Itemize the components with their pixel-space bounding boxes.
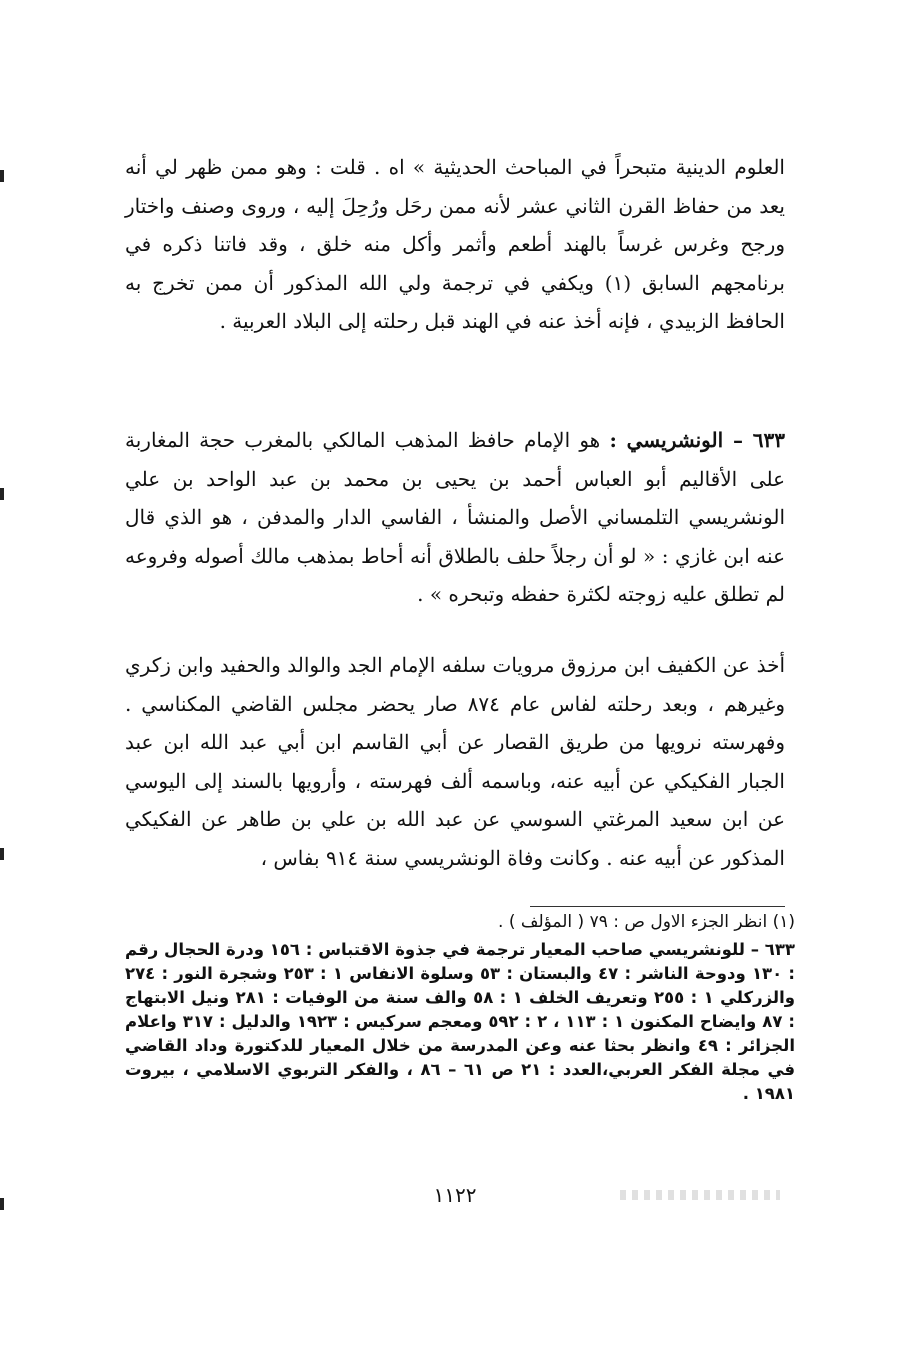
scan-margin-mark: [0, 170, 4, 182]
footnote-entry-633: ٦٣٣ – للونشريسي صاحب المعيار ترجمة في جذوة الاقتباس : ١٥٦ ودرة الحجال رقم : ١٣٠ ودوحة الناشر : ٤٧ والبستان : ٥٣ وسلوة الانفاس ١ : ٢٥٣ وشجرة النور : ٢٧٤ والزركلي ١ : ٢٥٥ وتعريف الخلف ١ : ٥٨ والف سنة من الوفيات : ٢٨١ ونيل الابتهاج : ٨٧ وايضاح المكنون ١ : ١١٣ ، ٢ : ٥٩٢ ومعجم سركيس : ١٩٢٣ والدليل : ٣١٧ واعلام الجزائر : ٤٩ وانظر بحثا عنه وعن المدرسة من خلال المعيار للدكتورة وداد القاضي في مجلة الفكر العربي،العدد : ٢١ ص ٦١ – ٨٦ ، والفكر التربوي الاسلامي ، بيروت ١٩٨١ .: [125, 940, 796, 1103]
entry-heading: ٦٣٣ – الونشريسي :: [609, 428, 785, 452]
paragraph-text: أخذ عن الكفيف ابن مرزوق مرويات سلفه الإمام الجد والوالد والحفيد وابن زكري وغيرهم ، وبعد رحلته لفاس عام ٨٧٤ صار يحضر مجلس القاضي المكناسي . وفهرسته نرويها من طريق القصار عن أبي القاسم ابن أبي عبد الله ابن عبد الجبار الفكيكي عن أبيه عنه، وباسمه ألف فهرسته ، وأرويها بالسند إلى اليوسي عن ابن سعيد المرغتي السوسي عن عبد الله بن علي بن طاهر عن الفكيكي المذكور عن أبيه عنه . وكانت وفاة الونشريسي سنة ٩١٤ بفاس ،: [125, 653, 785, 870]
paragraph-text: العلوم الدينية متبحراً في المباحث الحديثية » اه . قلت : وهو ممن ظهر لي أنه يعد من حفاظ القرن الثاني عشر لأنه ممن رحَل ورُحِلَ إليه ، وروى وصنف واختار ورجح وغرس غرساً بالهند أطعم وأثمر وأكل منه خلق ، وقد فاتنا ذكره في برنامجهم السابق (١) ويكفي في ترجمة ولي الله المذكور أن ممن تخرج به الحافظ الزبيدي ، فإنه أخذ عنه في الهند قبل رحلته إلى البلاد العربية .: [125, 155, 786, 333]
scan-margin-mark: [0, 1198, 4, 1210]
scan-margin-mark: [0, 488, 4, 500]
entry-text: [125, 421, 785, 614]
scan-margin-mark: [0, 848, 4, 860]
scan-smudge: [620, 1190, 780, 1200]
paragraph-body: [125, 646, 785, 877]
footnote-divider: [530, 906, 785, 907]
footnote-1: (١) انظر الجزء الاول ص : ٧٩ ( المؤلف ) .: [498, 912, 795, 932]
entry-body: هو الإمام حافظ المذهب المالكي بالمغرب حجة المغاربة على الأقاليم أبو العباس أحمد بن يحيى بن محمد بن عبد الواحد بن علي الونشريسي التلمساني الأصل والمنشأ ، الفاسي الدار والمدفن ، هو الذي قال عنه ابن غازي : « لو أن رجلاً حلف بالطلاق أنه أحاط بمذهب مالك أصوله وفروعه لم تطلق عليه زوجته لكثرة حفظه وتبحره » .: [125, 428, 785, 606]
paragraph-continuation: [125, 148, 785, 341]
entry-paragraph: [125, 421, 785, 614]
page-number: ١١٢٢: [433, 1183, 477, 1207]
